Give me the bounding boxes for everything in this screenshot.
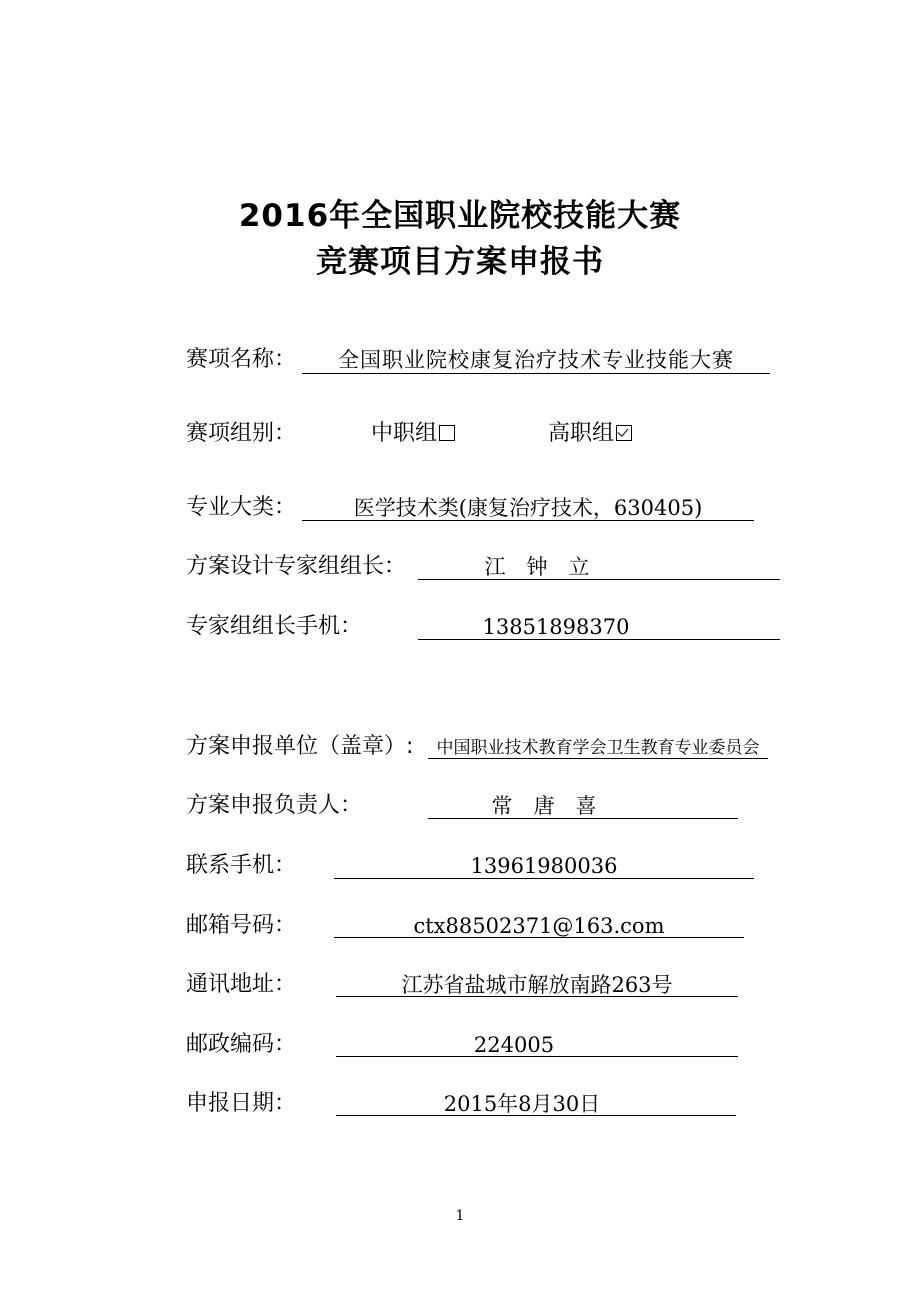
responsible-underline: [428, 818, 738, 819]
email-label: 邮箱号码：: [186, 913, 297, 938]
major-value: 医学技术类(康复治疗技术，630405): [353, 496, 703, 520]
unit-label: 方案申报单位（盖章）:: [186, 734, 414, 759]
postcode-label: 邮政编码：: [186, 1032, 297, 1057]
date-label: 申报日期：: [186, 1091, 297, 1116]
event-name-value: 全国职业院校康复治疗技术专业技能大赛: [338, 348, 734, 372]
responsible-label: 方案申报负责人：: [186, 793, 363, 818]
postcode-underline: [336, 1056, 738, 1057]
contact-phone-value: 13961980036: [470, 854, 618, 878]
major-underline: [302, 520, 754, 521]
title-line-1: 2016年全国职业院校技能大赛: [238, 198, 682, 234]
leader-underline: [418, 579, 780, 580]
major-label: 专业大类：: [186, 495, 297, 520]
leader-phone-value: 13851898370: [482, 615, 630, 639]
leader-label: 方案设计专家组组长：: [186, 554, 407, 579]
address-label: 通讯地址：: [186, 972, 297, 997]
event-name-label: 赛项名称：: [186, 347, 297, 372]
leader-phone-underline: [418, 639, 780, 640]
date-value: 2015年8月30日: [443, 1092, 601, 1116]
address-value: 江苏省盐城市解放南路263号: [401, 973, 673, 997]
unit-value: 中国职业技术教育学会卫生教育专业委员会: [436, 738, 760, 758]
checkbox-unchecked-icon: [439, 425, 455, 441]
leader-value: 江 钟 立: [484, 555, 590, 579]
page-number: 1: [455, 1208, 465, 1224]
group-option-secondary: [371, 420, 455, 448]
email-value: ctx88502371@163.com: [413, 914, 665, 938]
group-option-secondary-label: 中职组: [371, 421, 438, 446]
group-option-higher-label: 高职组: [548, 421, 615, 446]
group-option-higher: [548, 420, 632, 448]
group-label: 赛项组别：: [186, 421, 297, 446]
postcode-value: 224005: [473, 1033, 555, 1057]
leader-phone-label: 专家组组长手机：: [186, 614, 363, 639]
contact-phone-label: 联系手机：: [186, 853, 297, 878]
address-underline: [336, 996, 738, 997]
event-name-underline: [302, 373, 770, 374]
title-line-2: 竞赛项目方案申报书: [316, 244, 604, 280]
unit-underline: [428, 758, 768, 759]
responsible-value: 常 唐 喜: [491, 794, 597, 818]
email-underline: [334, 937, 744, 938]
checkbox-checked-icon: [616, 425, 632, 441]
date-underline: [336, 1115, 736, 1116]
contact-phone-underline: [334, 878, 754, 879]
